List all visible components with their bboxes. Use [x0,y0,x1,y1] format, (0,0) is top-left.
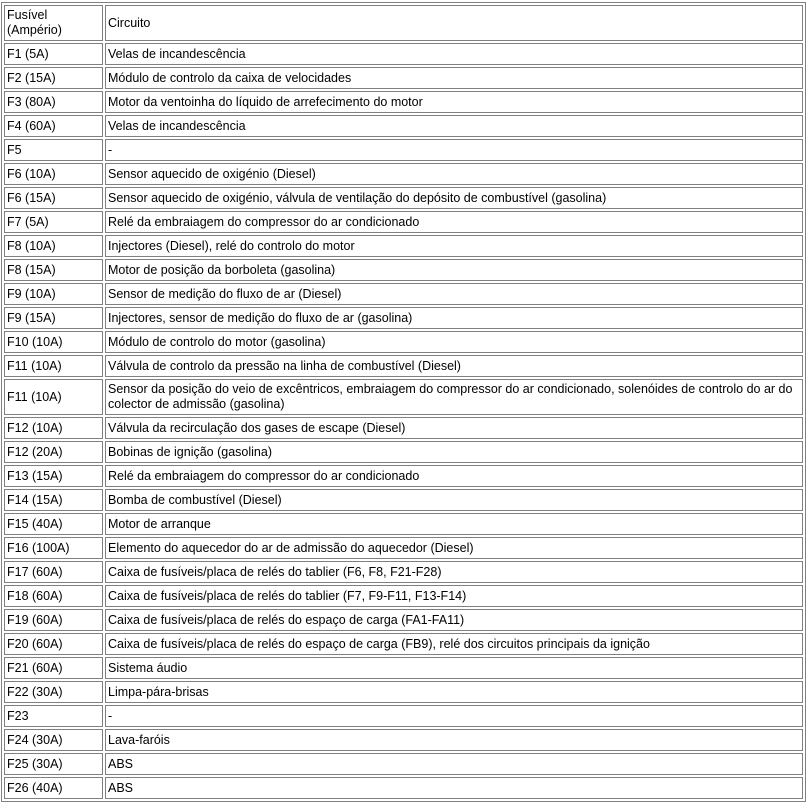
fuse-cell: F14 (15A) [4,489,103,511]
fuse-cell: F8 (10A) [4,235,103,257]
circuit-cell: Injectores, sensor de medição do fluxo de ar (gasolina) [105,307,803,329]
fuse-table [1,2,806,802]
circuit-cell: Válvula de controlo da pressão na linha de combustível (Diesel) [105,355,803,377]
table-row [4,355,803,377]
fuse-cell: F9 (10A) [4,283,103,305]
circuit-cell: Bomba de combustível (Diesel) [105,489,803,511]
circuit-cell: Motor da ventoinha do líquido de arrefecimento do motor [105,91,803,113]
table-header-row [4,5,803,41]
fuse-cell: F6 (15A) [4,187,103,209]
table-row [4,513,803,535]
circuit-cell: Relé da embraiagem do compressor do ar condicionado [105,465,803,487]
table-row [4,561,803,583]
fuse-cell: F12 (10A) [4,417,103,439]
fuse-cell: F24 (30A) [4,729,103,751]
fuse-cell: F17 (60A) [4,561,103,583]
circuit-cell: Motor de arranque [105,513,803,535]
fuse-cell: F21 (60A) [4,657,103,679]
circuit-cell: Velas de incandescência [105,115,803,137]
circuit-cell: Motor de posição da borboleta (gasolina) [105,259,803,281]
table-row [4,67,803,89]
table-row [4,187,803,209]
table-row [4,379,803,415]
table-row [4,465,803,487]
fuse-cell: F3 (80A) [4,91,103,113]
fuse-cell: F26 (40A) [4,777,103,799]
circuit-cell: Módulo de controlo da caixa de velocidades [105,67,803,89]
table-row [4,705,803,727]
fuse-cell: F6 (10A) [4,163,103,185]
table-row [4,609,803,631]
table-row [4,585,803,607]
fuse-cell: F25 (30A) [4,753,103,775]
fuse-cell: F8 (15A) [4,259,103,281]
table-row [4,657,803,679]
circuit-cell: Relé da embraiagem do compressor do ar condicionado [105,211,803,233]
table-row [4,139,803,161]
table-row [4,633,803,655]
circuit-cell: Válvula da recirculação dos gases de escape (Diesel) [105,417,803,439]
fuse-cell: F2 (15A) [4,67,103,89]
fuse-cell: F11 (10A) [4,379,103,415]
column-header-circuit: Circuito [105,5,803,41]
column-header-fuse: Fusível (Ampério) [4,5,103,41]
fuse-cell: F15 (40A) [4,513,103,535]
circuit-cell: Velas de incandescência [105,43,803,65]
fuse-cell: F23 [4,705,103,727]
table-row [4,537,803,559]
fuse-cell: F20 (60A) [4,633,103,655]
table-row [4,91,803,113]
fuse-cell: F4 (60A) [4,115,103,137]
circuit-cell: Sensor aquecido de oxigénio, válvula de ventilação do depósito de combustível (gasolina) [105,187,803,209]
circuit-cell: Sensor aquecido de oxigénio (Diesel) [105,163,803,185]
table-row [4,283,803,305]
table-row [4,235,803,257]
fuse-cell: F7 (5A) [4,211,103,233]
fuse-cell: F10 (10A) [4,331,103,353]
table-row [4,417,803,439]
circuit-cell: Caixa de fusíveis/placa de relés do tablier (F6, F8, F21-F28) [105,561,803,583]
fuse-cell: F9 (15A) [4,307,103,329]
table-row [4,777,803,799]
fuse-cell: F5 [4,139,103,161]
circuit-cell: - [105,139,803,161]
circuit-cell: - [105,705,803,727]
fuse-cell: F19 (60A) [4,609,103,631]
table-row [4,211,803,233]
circuit-cell: ABS [105,753,803,775]
fuse-cell: F16 (100A) [4,537,103,559]
table-row [4,753,803,775]
circuit-cell: Lava-faróis [105,729,803,751]
circuit-cell: Caixa de fusíveis/placa de relés do espaço de carga (FA1-FA11) [105,609,803,631]
table-row [4,115,803,137]
fuse-cell: F22 (30A) [4,681,103,703]
circuit-cell: Sensor de medição do fluxo de ar (Diesel) [105,283,803,305]
fuse-cell: F12 (20A) [4,441,103,463]
table-row [4,681,803,703]
circuit-cell: Sistema áudio [105,657,803,679]
circuit-cell: Módulo de controlo do motor (gasolina) [105,331,803,353]
fuse-cell: F1 (5A) [4,43,103,65]
table-row [4,43,803,65]
table-row [4,331,803,353]
table-row [4,489,803,511]
circuit-cell: Limpa-pára-brisas [105,681,803,703]
circuit-cell: Elemento do aquecedor do ar de admissão do aquecedor (Diesel) [105,537,803,559]
fuse-cell: F18 (60A) [4,585,103,607]
table-row [4,307,803,329]
circuit-cell: Bobinas de ignição (gasolina) [105,441,803,463]
table-row [4,729,803,751]
circuit-cell: Injectores (Diesel), relé do controlo do motor [105,235,803,257]
circuit-cell: ABS [105,777,803,799]
table-row [4,259,803,281]
circuit-cell: Sensor da posição do veio de excêntricos, embraiagem do compressor do ar condicionado, solenóides de controlo do ar do colector de admissão (gasolina) [105,379,803,415]
circuit-cell: Caixa de fusíveis/placa de relés do tablier (F7, F9-F11, F13-F14) [105,585,803,607]
table-row [4,441,803,463]
fuse-cell: F11 (10A) [4,355,103,377]
circuit-cell: Caixa de fusíveis/placa de relés do espaço de carga (FB9), relé dos circuitos principais da ignição [105,633,803,655]
table-row [4,163,803,185]
fuse-cell: F13 (15A) [4,465,103,487]
